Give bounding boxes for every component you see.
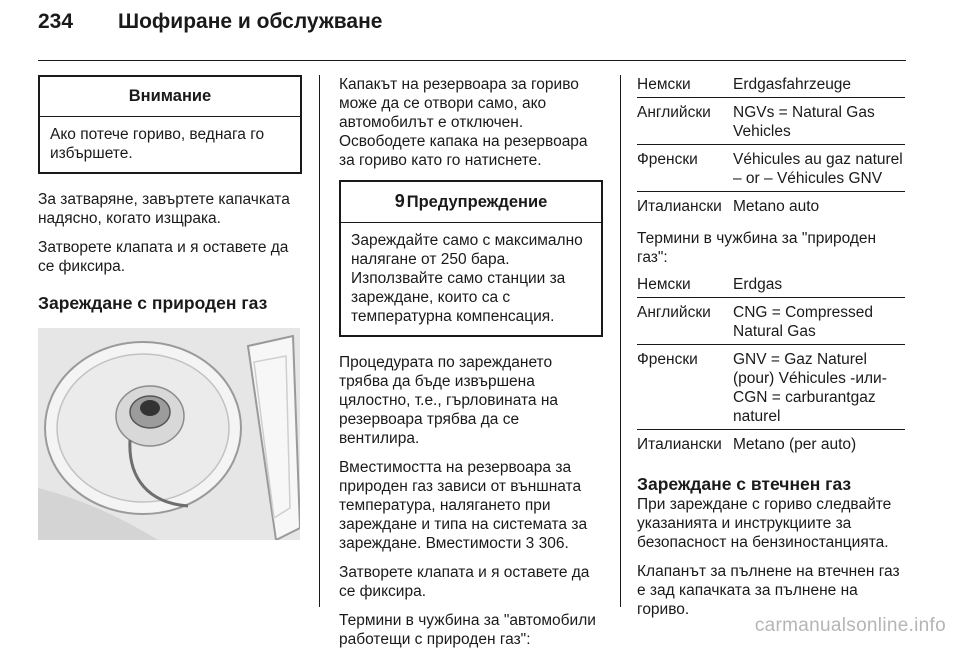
table-row bbox=[637, 70, 905, 98]
table-row bbox=[637, 345, 905, 430]
term-cell: Metano auto bbox=[733, 198, 820, 215]
language-cell: Италиански bbox=[637, 436, 722, 453]
language-cell: Английски bbox=[637, 98, 733, 145]
paragraph-capacity-text: Вместимостта на резервоара за природен газ зависи от външната температура, налягането при зареждане и типа на системата за зареждане. Вместимости bbox=[339, 459, 588, 552]
warning-box bbox=[339, 180, 603, 337]
page-title: Шофиране и обслужване bbox=[118, 10, 383, 33]
table-row bbox=[637, 270, 905, 298]
table-row bbox=[637, 430, 905, 458]
fuel-filler-photo bbox=[38, 328, 300, 540]
term-cell: GNV = Gaz Naturel (pour) Véhicules -или- CGN = carburantgaz naturel bbox=[733, 345, 905, 430]
table-row bbox=[637, 98, 905, 145]
warning-box-title-text: Предупреждение bbox=[406, 193, 548, 211]
paragraph: При зареждане с гориво следвайте указанията и инструкциите за безопасност на бензиностанцията. bbox=[637, 496, 892, 551]
column-3 bbox=[637, 75, 905, 629]
column-1 bbox=[38, 75, 302, 540]
gas-terms-table bbox=[637, 270, 905, 457]
term-cell: CNG = Compressed Natural Gas bbox=[733, 298, 905, 345]
table-row bbox=[637, 145, 905, 192]
table-row bbox=[637, 298, 905, 345]
watermark: carmanualsonline.info bbox=[754, 615, 946, 636]
column-divider-2 bbox=[620, 75, 621, 607]
language-cell: Немски bbox=[637, 270, 733, 298]
term-cell: NGVs = Natural Gas Vehicles bbox=[733, 98, 905, 145]
warning-box-body: Зареждайте само с максимално налягане от 250 бара. Използвайте само станции за зареждане, които са с температурна компенсация. bbox=[351, 232, 583, 325]
language-cell: Френски bbox=[637, 145, 733, 192]
section-heading-natural-gas: Зареждане с природен газ bbox=[38, 293, 268, 313]
page-number: 234 bbox=[38, 10, 74, 33]
header-rule bbox=[38, 60, 906, 61]
language-cell: Английски bbox=[637, 298, 733, 345]
vehicle-terms-table bbox=[637, 70, 905, 219]
caution-box-title: Внимание bbox=[40, 77, 300, 117]
section-heading-lpg: Зареждане с втечнен газ bbox=[637, 474, 852, 494]
page-reference-number: 306. bbox=[534, 535, 569, 552]
term-cell: Metano (per auto) bbox=[733, 436, 857, 453]
term-cell: Erdgas bbox=[733, 270, 905, 298]
paragraph: Затворете клапата и я оставете да се фиксира. bbox=[339, 564, 590, 600]
table-row bbox=[637, 192, 905, 220]
paragraph: За затваряне, завъртете капачката надясно, когато изщрака. bbox=[38, 191, 290, 227]
paragraph-capacity bbox=[339, 458, 603, 553]
fuel-filler-illustration bbox=[38, 328, 300, 540]
warning-triangle-icon: 9 bbox=[394, 191, 405, 211]
term-cell: Véhicules au gaz naturel – or – Véhicules GNV bbox=[733, 145, 905, 192]
language-cell: Италиански bbox=[637, 198, 722, 215]
page-reference-arrow-icon: 3 bbox=[525, 535, 535, 552]
paragraph: Капакът на резервоара за гориво може да се отвори само, ако автомобилът е отключен. Освободете капака на резервоара за гориво като го натиснете. bbox=[339, 76, 588, 169]
column-2 bbox=[339, 75, 603, 659]
language-cell: Немски bbox=[637, 70, 733, 98]
page-header bbox=[38, 10, 382, 34]
paragraph: Термини в чужбина за "автомобили работещи с природен газ": bbox=[339, 612, 596, 648]
paragraph: Термини в чужбина за "природен газ": bbox=[637, 230, 877, 266]
column-divider-1 bbox=[319, 75, 320, 607]
caution-box bbox=[38, 75, 302, 174]
language-cell: Френски bbox=[637, 345, 733, 430]
paragraph: Процедурата по зареждането трябва да бъде извършена цялостно, т.е., гърловината на резервоара трябва да се вентилира. bbox=[339, 354, 559, 447]
paragraph: Затворете клапата и я оставете да се фиксира. bbox=[38, 239, 289, 275]
caution-box-body: Ако потече гориво, веднага го избършете. bbox=[50, 126, 265, 162]
paragraph: Клапанът за пълнене на втечнен газ е зад капачката за пълнене на гориво. bbox=[637, 563, 900, 618]
term-cell: Erdgasfahrzeuge bbox=[733, 70, 905, 98]
warning-box-title bbox=[341, 182, 601, 223]
